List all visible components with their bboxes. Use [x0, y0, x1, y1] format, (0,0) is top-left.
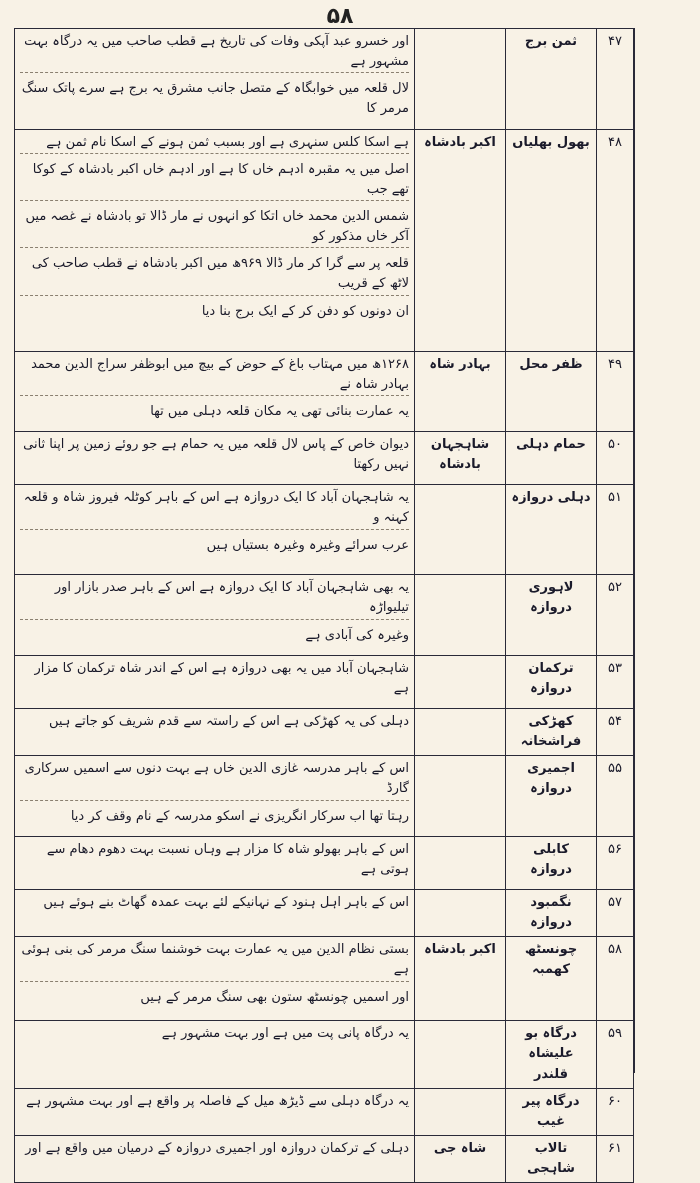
table-row — [15, 756, 634, 836]
table-row — [15, 29, 634, 130]
table-row — [15, 937, 634, 1021]
builder-name: شاہ جی — [415, 1135, 506, 1182]
builder-name: اکبر بادشاہ — [415, 937, 506, 1021]
table-row — [15, 708, 634, 755]
description-line: بستی نظام الدین میں یہ عمارت بہت خوشنما سنگ مرمر کی بنی ہوئی ہے — [20, 940, 409, 981]
entry-number: ۵۶ — [597, 836, 634, 889]
table-row — [15, 655, 634, 708]
table-row — [15, 351, 634, 431]
description-line: دیوان خاص کے پاس لال قلعہ میں یہ حمام ہے جو روئے زمین پر اپنا ثانی نہیں رکھتا — [23, 436, 409, 473]
monument-name: کھڑکی فراشخانہ — [506, 708, 597, 755]
monument-name: نگمبود دروازہ — [506, 889, 597, 936]
description-cell — [15, 1135, 415, 1182]
description-line: ہے اسکا کلس سنہری ہے اور بسبب ثمن ہونے کے اسکا نام ثمن ہے — [20, 133, 409, 154]
description-line: رہتا تھا اب سرکار انگریزی نے اسکو مدرسہ کے نام وقف کر دیا — [70, 808, 409, 824]
page-number: ۵۸ — [326, 4, 354, 29]
table-row — [15, 1135, 634, 1182]
entry-number: ۴۷ — [597, 29, 634, 130]
entry-number: ۶۰ — [597, 1088, 634, 1135]
table-body — [15, 29, 634, 1183]
builder-name — [415, 708, 506, 755]
monument-name: تالاب شاہجی — [506, 1135, 597, 1182]
description-cell — [15, 836, 415, 889]
description-cell — [15, 129, 415, 351]
entry-number: ۴۹ — [597, 351, 634, 431]
builder-name — [415, 1021, 506, 1088]
builder-name — [415, 836, 506, 889]
description-line: اصل میں یہ مقبرہ ادہم خاں کا ہے اور ادہم خاں اکبر بادشاہ کے کوکا تھے جب — [20, 160, 409, 201]
builder-name — [415, 889, 506, 936]
description-line: ۱۲۶۸ھ میں مہتاب باغ کے حوض کے بیچ میں ابوظفر سراج الدین محمد بہادر شاہ نے — [20, 355, 409, 396]
builder-name — [415, 485, 506, 575]
description-line: شاہجہان آباد میں یہ بھی دروازہ ہے اس کے اندر شاہ ترکمان کا مزار ہے — [34, 660, 409, 696]
monument-name: کابلی دروازہ — [506, 836, 597, 889]
monument-name: اجمیری دروازہ — [506, 756, 597, 836]
monument-name: درگاہ پیر غیب — [506, 1088, 597, 1135]
table-row — [15, 575, 634, 655]
description-line: قلعہ پر سے گرا کر مار ڈالا ۹۶۹ھ میں اکبر بادشاہ نے قطب صاحب کی لاٹھ کے قریب — [20, 254, 409, 295]
monument-name: چونسٹھ کھمبہ — [506, 937, 597, 1021]
monument-name: بھول بھلیاں — [506, 129, 597, 351]
description-cell — [15, 485, 415, 575]
description-line: یہ عمارت بنائی تھی یہ مکان قلعہ دہلی میں تھا — [150, 403, 409, 419]
monument-name: ترکمان دروازہ — [506, 655, 597, 708]
builder-name — [415, 575, 506, 655]
entry-number: ۵۱ — [597, 485, 634, 575]
monuments-table — [14, 28, 634, 1183]
entry-number: ۵۳ — [597, 655, 634, 708]
table-row — [15, 889, 634, 936]
entry-number: ۵۹ — [597, 1021, 634, 1088]
description-line: عرب سرائے وغیرہ وغیرہ بستیاں ہیں — [206, 537, 409, 553]
table-row — [15, 431, 634, 484]
description-cell — [15, 756, 415, 836]
builder-name: شاہجہان بادشاہ — [415, 431, 506, 484]
description-cell — [15, 431, 415, 484]
table-row — [15, 129, 634, 351]
description-line: اور خسرو عبد آپکی وفات کی تاریخ ہے قطب صاحب میں یہ درگاہ بہت مشہور ہے — [20, 32, 409, 73]
table-row — [15, 1088, 634, 1135]
entry-number: ۵۷ — [597, 889, 634, 936]
description-cell — [15, 29, 415, 130]
entry-number: ۵۴ — [597, 708, 634, 755]
entry-number: ۴۸ — [597, 129, 634, 351]
description-cell — [15, 575, 415, 655]
description-cell — [15, 1021, 415, 1088]
monument-name: درگاہ بو علیشاہ قلندر — [506, 1021, 597, 1088]
description-line: دہلی کی یہ کھڑکی ہے اس کے راستہ سے قدم شریف کو جاتے ہیں — [48, 713, 409, 729]
description-line: ان دونوں کو دفن کر کے ایک برج بنا دیا — [201, 303, 409, 319]
description-line: وغیرہ کی آبادی ہے — [305, 627, 409, 643]
entry-number: ۵۵ — [597, 756, 634, 836]
entry-number: ۵۸ — [597, 937, 634, 1021]
description-line: یہ شاہجہان آباد کا ایک دروازہ ہے اس کے باہر کوٹلہ فیروز شاہ و قلعہ کہنہ و — [20, 488, 409, 529]
description-line: اس کے باہر اہل ہنود کے نہانیکے لئے بہت عمدہ گھاٹ بنے ہوئے ہیں — [43, 894, 409, 910]
page-frame-line — [634, 28, 636, 1073]
builder-name — [415, 655, 506, 708]
builder-name — [415, 756, 506, 836]
description-cell — [15, 937, 415, 1021]
description-line: اس کے باہر مدرسہ غازی الدین خاں ہے بہت دنوں سے اسمیں سرکاری گارڈ — [20, 759, 409, 800]
table-row — [15, 1021, 634, 1088]
description-line: یہ بھی شاہجہان آباد کا ایک دروازہ ہے اس کے باہر صدر بازار اور تیلیواڑہ — [20, 578, 409, 619]
monument-name: ثمن برج — [506, 29, 597, 130]
entry-number: ۵۰ — [597, 431, 634, 484]
monument-name: دہلی دروازہ — [506, 485, 597, 575]
builder-name — [415, 1088, 506, 1135]
description-line: دہلی کے ترکمان دروازہ اور اجمیری دروازہ کے درمیان میں واقع ہے اور — [25, 1140, 409, 1156]
monument-name: ظفر محل — [506, 351, 597, 431]
builder-name: بہادر شاہ — [415, 351, 506, 431]
entry-number: ۶۱ — [597, 1135, 634, 1182]
monument-name: لاہوری دروازہ — [506, 575, 597, 655]
description-cell — [15, 708, 415, 755]
description-line: اس کے باہر بھولو شاہ کا مزار ہے وہاں نسبت بہت دھوم دھام سے ہوتی ہے — [46, 841, 409, 877]
description-line: یہ درگاہ دہلی سے ڈیڑھ میل کے فاصلہ پر واقع ہے اور بہت مشہور ہے — [26, 1093, 409, 1109]
table-row — [15, 836, 634, 889]
table-row — [15, 485, 634, 575]
description-cell — [15, 889, 415, 936]
description-line: یہ درگاہ پانی پت میں ہے اور بہت مشہور ہے — [161, 1026, 409, 1042]
description-cell — [15, 1088, 415, 1135]
description-cell — [15, 351, 415, 431]
description-line: اور اسمیں چونسٹھ ستون بھی سنگ مرمر کے ہیں — [140, 989, 409, 1005]
entry-number: ۵۲ — [597, 575, 634, 655]
description-line: شمس الدین محمد خاں اتکا کو انہوں نے مار ڈالا تو بادشاہ نے غصہ میں آکر خاں مذکور کو — [20, 207, 409, 248]
monument-name: حمام دہلی — [506, 431, 597, 484]
description-cell — [15, 655, 415, 708]
builder-name — [415, 29, 506, 130]
description-line: لال قلعہ میں خوابگاہ کے متصل جانب مشرق یہ برج ہے سرے پاتک سنگ مرمر کا — [21, 81, 409, 117]
builder-name: اکبر بادشاہ — [415, 129, 506, 351]
